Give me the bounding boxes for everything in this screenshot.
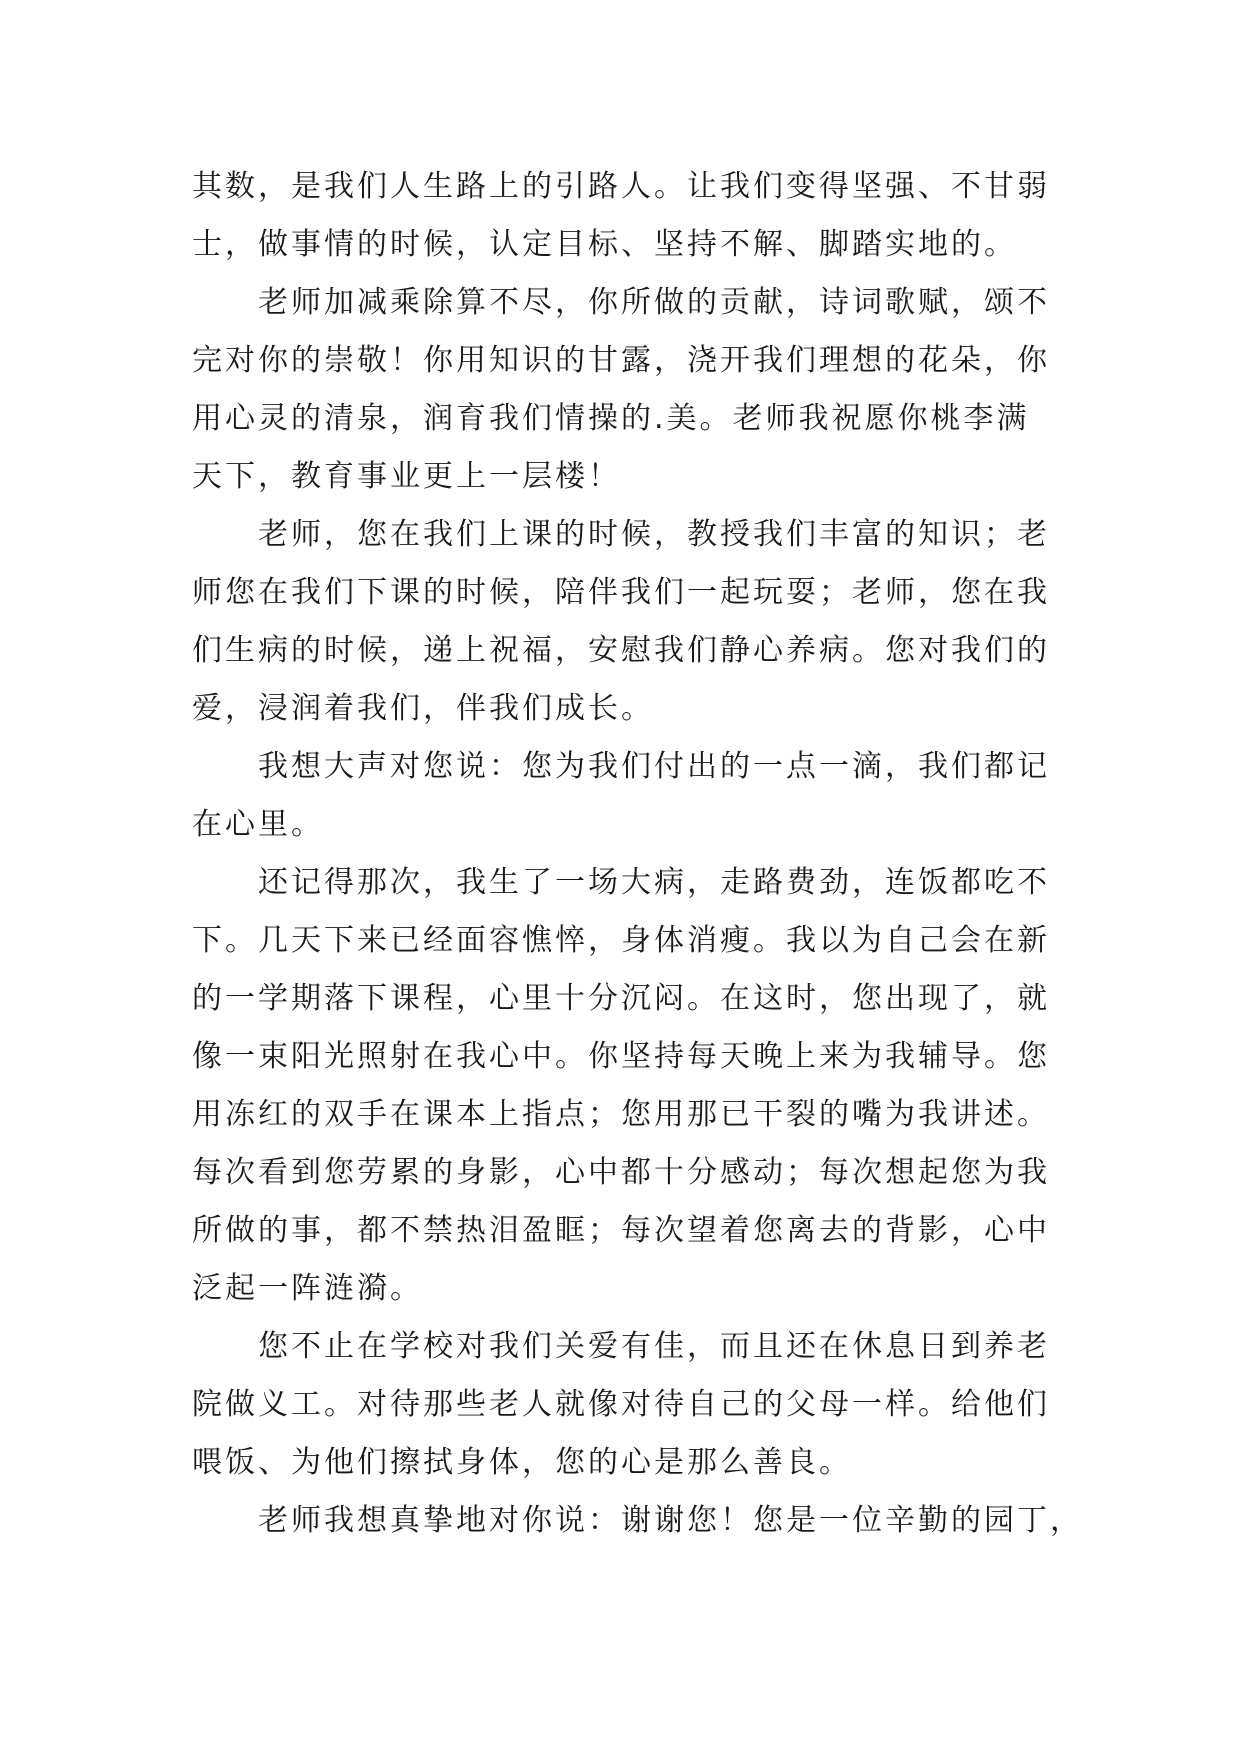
paragraph	[192, 506, 1072, 738]
text-line: 用冻红的双手在课本上指点；您用那已干裂的嘴为我讲述。	[192, 1097, 1050, 1132]
text-line: 像一束阳光照射在我心中。你坚持每天晚上来为我辅导。您	[192, 1039, 1050, 1074]
text-line: 们生病的时候，递上祝福，安慰我们静心养病。您对我们的	[192, 633, 1050, 668]
text-line: 爱，浸润着我们，伴我们成长。	[192, 691, 654, 726]
text-line: 每次看到您劳累的身影，心中都十分感动；每次想起您为我	[192, 1155, 1050, 1190]
paragraph	[192, 1492, 1083, 1550]
text-line: 老师，您在我们上课的时候，教授我们丰富的知识；老	[258, 517, 1050, 552]
text-line: 老师我想真挚地对你说：谢谢您！您是一位辛勤的园丁，	[258, 1503, 1083, 1538]
paragraph	[192, 158, 1072, 274]
text-line: 老师加减乘除算不尽，你所做的贡献，诗词歌赋，颂不	[258, 285, 1050, 320]
paragraph	[192, 274, 1072, 506]
text-line: 士，做事情的时候，认定目标、坚持不解、脚踏实地的。	[192, 227, 1017, 262]
text-line: 泛起一阵涟漪。	[192, 1271, 423, 1306]
text-line: 您不止在学校对我们关爱有佳，而且还在休息日到养老	[258, 1329, 1050, 1364]
text-line: 还记得那次，我生了一场大病，走路费劲，连饭都吃不	[258, 865, 1050, 900]
text-line: 天下，教育事业更上一层楼！	[192, 459, 621, 494]
document-body	[192, 158, 1083, 1550]
paragraph	[192, 1318, 1072, 1492]
paragraph	[192, 854, 1072, 1318]
text-line: 在心里。	[192, 807, 324, 842]
text-line: 完对你的崇敬！你用知识的甘露，浇开我们理想的花朵，你	[192, 343, 1050, 378]
text-line: 用心灵的清泉，润育我们情操的.美。老师我祝愿你桃李满	[192, 401, 1030, 436]
text-line: 所做的事，都不禁热泪盈眶；每次望着您离去的背影，心中	[192, 1213, 1050, 1248]
paragraph	[192, 738, 1072, 854]
text-line: 下。几天下来已经面容憔悴，身体消瘦。我以为自己会在新	[192, 923, 1050, 958]
text-line: 其数，是我们人生路上的引路人。让我们变得坚强、不甘弱	[192, 169, 1050, 204]
text-line: 师您在我们下课的时候，陪伴我们一起玩耍；老师，您在我	[192, 575, 1050, 610]
text-line: 我想大声对您说：您为我们付出的一点一滴，我们都记	[258, 749, 1050, 784]
text-line: 喂饭、为他们擦拭身体，您的心是那么善良。	[192, 1445, 852, 1480]
text-line: 院做义工。对待那些老人就像对待自己的父母一样。给他们	[192, 1387, 1050, 1422]
text-line: 的一学期落下课程，心里十分沉闷。在这时，您出现了，就	[192, 981, 1050, 1016]
